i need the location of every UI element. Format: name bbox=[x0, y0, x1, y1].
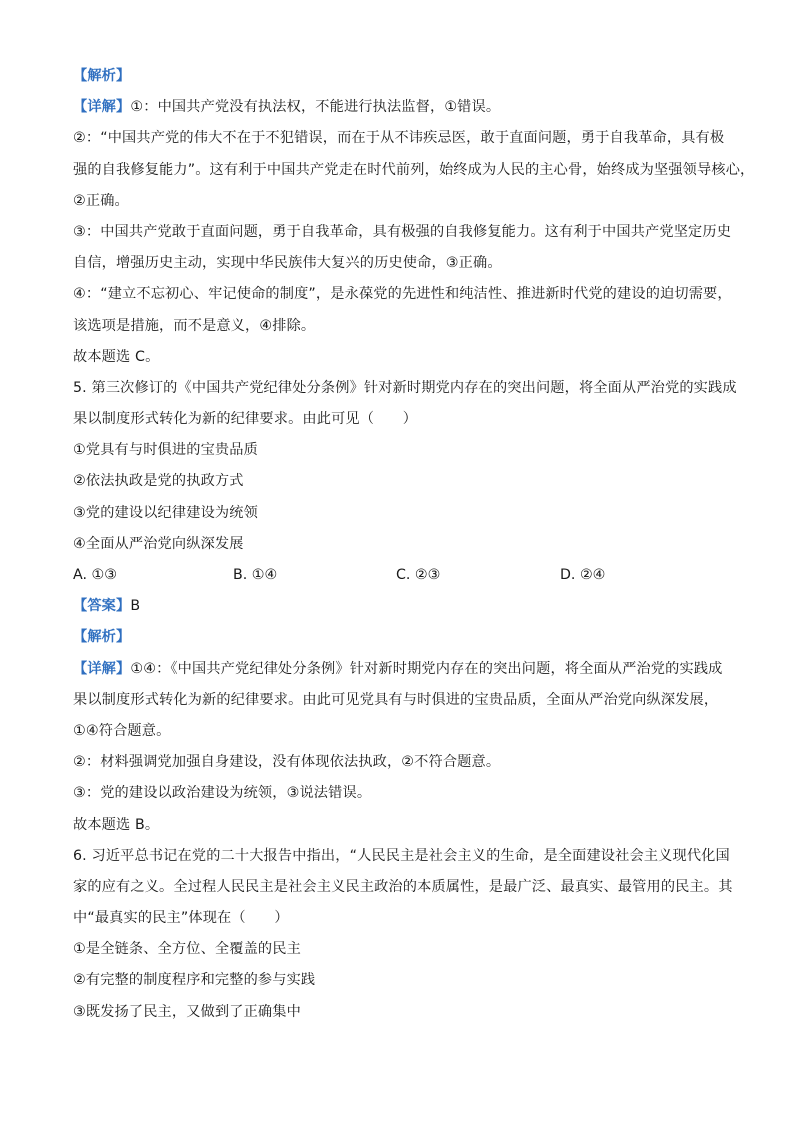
detail-tag: 【详解】 bbox=[73, 99, 131, 116]
q5-detail-line: 果以制度形式转化为新的纪律要求。由此可见党具有与时俱进的宝贵品质，全面从严治党向纵深发展， bbox=[73, 691, 719, 708]
analysis-tag: 【解析】 bbox=[73, 68, 131, 84]
analysis-heading bbox=[73, 623, 733, 654]
q5-option-d: D. ②④ bbox=[560, 567, 606, 583]
q4-detail-line: 该选项是措施，而不是意义，④排除。 bbox=[73, 317, 316, 334]
q5-option-b: B. ①④ bbox=[233, 567, 278, 583]
analysis-heading bbox=[73, 62, 733, 93]
q5-stem-line: 5. 第三次修订的《中国共产党纪律处分条例》针对新时期党内存在的突出问题，将全面从严治党的实践成 bbox=[73, 379, 737, 396]
q6-item: ③既发扬了民主，又做到了正确集中 bbox=[73, 1003, 301, 1020]
document-page bbox=[73, 62, 755, 1029]
q6-stem-line: 中“最真实的民主”体现在（ ） bbox=[73, 910, 289, 927]
q4-detail-line: ②：“中国共产党的伟大不在于不犯错误，而在于从不讳疾忌医，敢于直面问题，勇于自我革命，具有极 bbox=[73, 130, 725, 147]
detail-tag: 【详解】 bbox=[73, 660, 131, 677]
answer-tag: 【答案】 bbox=[73, 598, 131, 615]
q4-detail-line: 强的自我修复能力”。这有利于中国共产党走在时代前列，始终成为人民的主心骨，始终成为坚强领导核心， bbox=[73, 161, 755, 178]
q6-item: ①是全链条、全方位、全覆盖的民主 bbox=[73, 941, 301, 958]
q5-answer bbox=[73, 592, 733, 623]
q5-item: ①党具有与时俱进的宝贵品质 bbox=[73, 442, 258, 459]
q6-stem-line: 家的应有之义。全过程人民民主是社会主义民主政治的本质属性，是最广泛、最真实、最管用的民主。其 bbox=[73, 878, 733, 895]
q4-detail-line: 自信，增强历史主动，实现中华民族伟大复兴的历史使命，③正确。 bbox=[73, 255, 502, 272]
q5-item: ③党的建设以纪律建设为统领 bbox=[73, 504, 258, 521]
q5-detail-line: ①④符合题意。 bbox=[73, 722, 171, 739]
answer-value: B bbox=[130, 598, 141, 615]
q5-option-a: A. ①③ bbox=[73, 567, 117, 583]
q5-options bbox=[73, 561, 733, 592]
q4-detail-text: ①：中国共产党没有执法权，不能进行执法监督，①错误。 bbox=[130, 99, 501, 116]
q6-stem-line: 6. 习近平总书记在党的二十大报告中指出，“人民民主是社会主义的生命，是全面建设社会主义现代化国 bbox=[73, 847, 730, 864]
q5-detail-line: ③：党的建设以政治建设为统领，③说法错误。 bbox=[73, 785, 372, 802]
q4-detail-line bbox=[73, 93, 733, 124]
q4-detail-line: ③：中国共产党敢于直面问题，勇于自我革命，具有极强的自我修复能力。这有利于中国共产党坚定历史 bbox=[73, 223, 732, 240]
q5-conclusion: 故本题选 B。 bbox=[73, 816, 160, 833]
q5-item: ②依法执政是党的执政方式 bbox=[73, 473, 244, 490]
q5-detail-text: ①④：《中国共产党纪律处分条例》针对新时期党内存在的突出问题，将全面从严治党的实践成 bbox=[130, 660, 723, 677]
q5-detail-line: ②：材料强调党加强自身建设，没有体现依法执政，②不符合题意。 bbox=[73, 754, 501, 771]
q4-detail-line: ④：“建立不忘初心、牢记使命的制度”，是永葆党的先进性和纯洁性、推进新时代党的建设的迫切需要， bbox=[73, 286, 732, 303]
analysis-tag: 【解析】 bbox=[73, 629, 131, 646]
q4-conclusion: 故本题选 C。 bbox=[73, 348, 160, 365]
q5-stem-line: 果以制度形式转化为新的纪律要求。由此可见（ ） bbox=[73, 411, 418, 428]
q5-detail-line bbox=[73, 655, 733, 686]
q4-detail-line: ②正确。 bbox=[73, 192, 129, 209]
q6-item: ②有完整的制度程序和完整的参与实践 bbox=[73, 972, 316, 989]
q5-item: ④全面从严治党向纵深发展 bbox=[73, 535, 244, 552]
q5-option-c: C. ②③ bbox=[396, 567, 441, 583]
